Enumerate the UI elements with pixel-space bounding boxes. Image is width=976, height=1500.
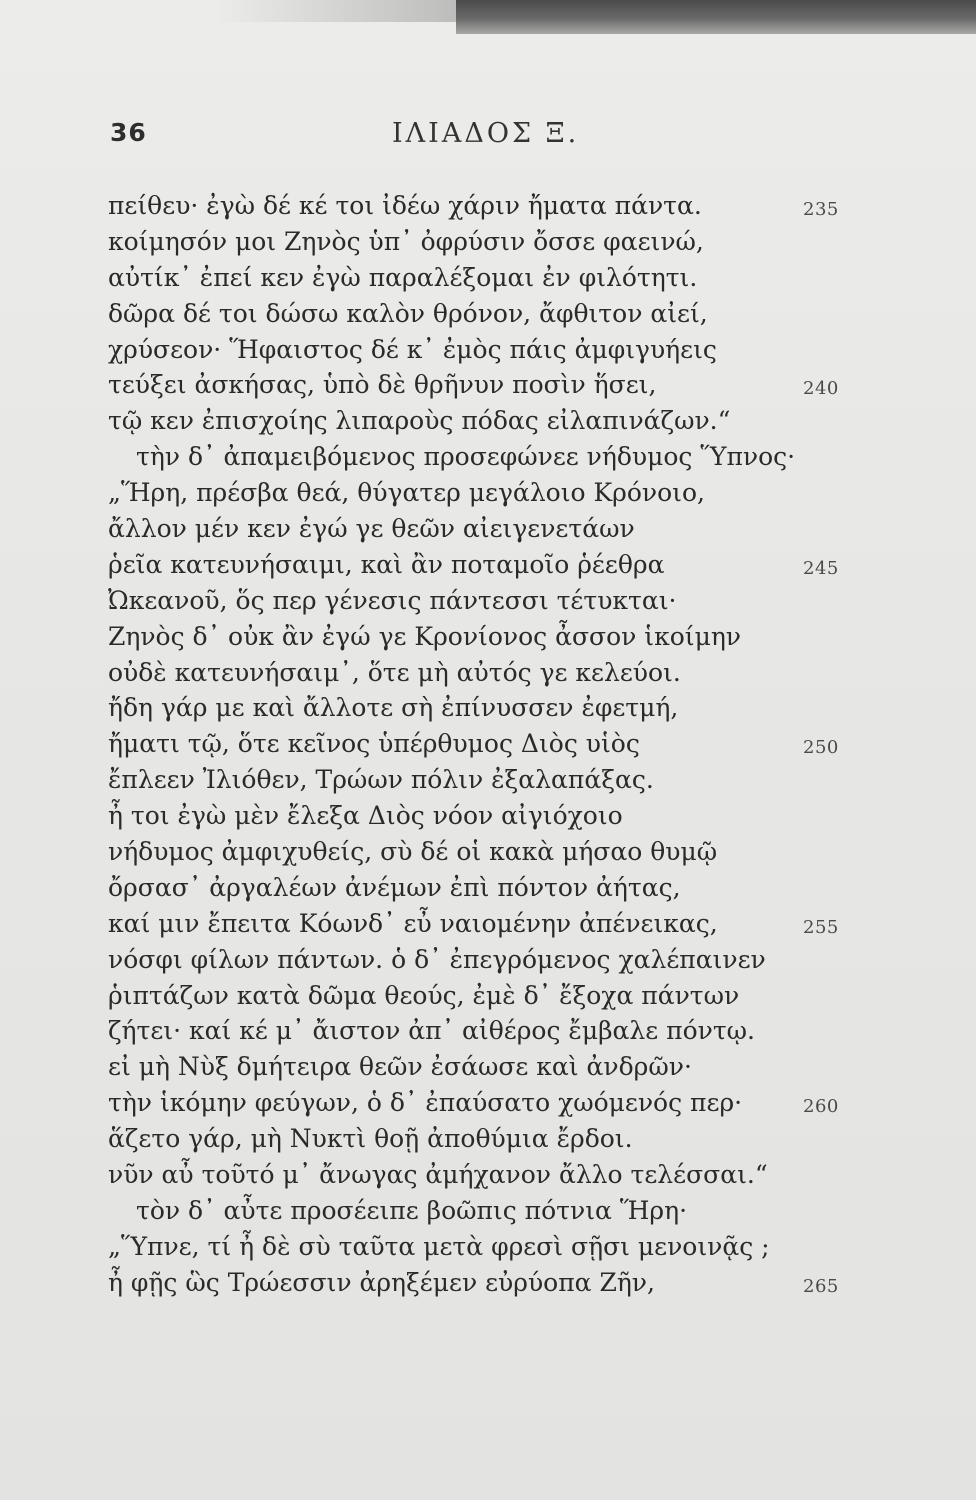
- line-number: 260: [803, 1096, 839, 1118]
- line-number: 235: [803, 199, 839, 220]
- verse-text: τῷ κεν ἐπισχοίης λιπαροὺς πόδας εἰλαπινάζων.“: [108, 406, 731, 436]
- verse-line: [108, 798, 868, 834]
- verse-text: ἅζετο γάρ, μὴ Νυκτὶ θοῇ ἀποθύμια ἔρδοι.: [108, 1124, 633, 1154]
- verse-text: ἦ φῇς ὣς Τρώεσσιν ἀρηξέμεν εὐρύοπα Ζῆν,: [108, 1267, 655, 1297]
- verse-text: ὄρσασ᾽ ἀργαλέων ἀνέμων ἐπὶ πόντον ἀήτας,: [108, 872, 681, 902]
- page-number: 36: [110, 118, 147, 147]
- line-number: 250: [803, 737, 839, 759]
- verse-line: [108, 260, 868, 296]
- verse-line: [108, 439, 868, 475]
- verse-text: νήδυμος ἀμφιχυθείς, σὺ δέ οἱ κακὰ μήσαο θυμῷ: [108, 837, 718, 867]
- verse-line: [108, 870, 868, 906]
- verse-text: αὐτίκ᾽ ἐπεί κεν ἐγὼ παραλέξομαι ἐν φιλότητι.: [108, 262, 698, 292]
- verse-text: οὐδὲ κατευνήσαιμ᾽, ὅτε μὴ αὐτός γε κελεύοι.: [108, 657, 681, 687]
- verse-text: καί μιν ἔπειτα Κόωνδ᾽ εὖ ναιομένην ἀπένεικας,: [108, 908, 718, 938]
- verse-line: [108, 224, 868, 260]
- verse-line: [108, 332, 868, 368]
- verse-text: εἰ μὴ Νὺξ δμήτειρα θεῶν ἐσάωσε καὶ ἀνδρῶν·: [108, 1052, 692, 1082]
- verse-line: [108, 547, 868, 583]
- verse-text: νῦν αὖ τοῦτό μ᾽ ἄνωγας ἀμήχανον ἄλλο τελέσσαι.“: [108, 1160, 768, 1190]
- verse-text: „Ἥρη, πρέσβα θεά, θύγατερ μεγάλοιο Κρόνοιο,: [108, 478, 705, 508]
- scan-shadow: [456, 0, 976, 34]
- verse-text: νόσφι φίλων πάντων. ὁ δ᾽ ἐπεγρόμενος χαλέπαινεν: [108, 944, 766, 974]
- verse-line: [108, 834, 868, 870]
- verse-line: [108, 726, 868, 762]
- page-header: [110, 118, 850, 158]
- verse-line: [108, 296, 868, 332]
- verse-text: ἤματι τῷ, ὅτε κεῖνος ὑπέρθυμος Διὸς υἱὸς: [108, 729, 640, 759]
- verse-line: [108, 619, 868, 655]
- verse-text: „Ὕπνε, τί ἦ δὲ σὺ ταῦτα μετὰ φρεσὶ σῇσι μενοινᾷς ;: [108, 1231, 770, 1261]
- line-number: 265: [803, 1275, 839, 1297]
- verse-text: ῥεῖα κατευνήσαιμι, καὶ ἂν ποταμοῖο ῥέεθρα: [108, 549, 665, 579]
- verse-line: [108, 1049, 868, 1085]
- verse-text: ἦ τοι ἐγὼ μὲν ἔλεξα Διὸς νόον αἰγιόχοιο: [108, 801, 623, 831]
- line-number: 240: [803, 378, 839, 400]
- verse-line: [108, 1193, 868, 1229]
- verse-line: [108, 690, 868, 726]
- verse-line: [108, 1121, 868, 1157]
- verse-line: [108, 188, 868, 224]
- verse-line: [108, 762, 868, 798]
- verse-line: [108, 367, 868, 403]
- verse-line: [108, 583, 868, 619]
- verse-text: πείθευ· ἐγὼ δέ κέ τοι ἰδέω χάριν ἤματα πάντα.: [108, 191, 702, 220]
- running-title: ΙΛΙΑΔΟΣ Ξ.: [392, 118, 580, 149]
- verse-line: [108, 1229, 868, 1265]
- verse-text: χρύσεον· Ἥφαιστος δέ κ᾽ ἐμὸς πάις ἀμφιγυήεις: [108, 334, 717, 364]
- line-number: 255: [803, 916, 839, 938]
- verse-text: τὸν δ᾽ αὖτε προσέειπε βοῶπις πότνια Ἥρη·: [136, 1195, 688, 1225]
- verse-line: [108, 1157, 868, 1193]
- verse-text: ῥιπτάζων κατὰ δῶμα θεούς, ἐμὲ δ᾽ ἔξοχα πάντων: [108, 980, 740, 1010]
- line-number: 245: [803, 557, 839, 579]
- verse-text: ἄλλον μέν κεν ἐγώ γε θεῶν αἰειγενετάων: [108, 514, 635, 544]
- verse-line: [108, 1085, 868, 1121]
- verse-text: τεύξει ἀσκήσας, ὑπὸ δὲ θρῆνυν ποσὶν ἥσει,: [108, 370, 657, 400]
- verse-line: [108, 403, 868, 439]
- verse-line: [108, 942, 868, 978]
- verse-line: [108, 1265, 868, 1301]
- scan-shadow-fade: [216, 0, 456, 22]
- verse-text: Ζηνὸς δ᾽ οὐκ ἂν ἐγώ γε Κρονίονος ἆσσον ἱκοίμην: [108, 621, 742, 651]
- verse-text: τὴν ἱκόμην φεύγων, ὁ δ᾽ ἐπαύσατο χωόμενός περ·: [108, 1088, 743, 1118]
- verse-line: [108, 906, 868, 942]
- verse-line: [108, 475, 868, 511]
- verse-text: ἔπλεεν Ἰλιόθεν, Τρώων πόλιν ἐξαλαπάξας.: [108, 765, 654, 795]
- verse-line: [108, 655, 868, 691]
- verse-text: τὴν δ᾽ ἀπαμειβόμενος προσεφώνεε νήδυμος Ὕπνος·: [136, 442, 796, 472]
- verse-line: [108, 978, 868, 1014]
- verse-line: [108, 511, 868, 547]
- verse-text: ζήτει· καί κέ μ᾽ ἄιστον ἀπ᾽ αἰθέρος ἔμβαλε πόντῳ.: [108, 1016, 755, 1046]
- verse-block: [108, 188, 868, 1301]
- verse-line: [108, 1013, 868, 1049]
- verse-text: κοίμησόν μοι Ζηνὸς ὑπ᾽ ὀφρύσιν ὄσσε φαεινώ,: [108, 226, 704, 256]
- verse-text: δῶρα δέ τοι δώσω καλὸν θρόνον, ἄφθιτον αἰεί,: [108, 298, 708, 328]
- verse-text: ἤδη γάρ με καὶ ἄλλοτε σὴ ἐπίνυσσεν ἐφετμή,: [108, 693, 679, 723]
- verse-text: Ὠκεανοῦ, ὅς περ γένεσις πάντεσσι τέτυκται·: [108, 585, 677, 615]
